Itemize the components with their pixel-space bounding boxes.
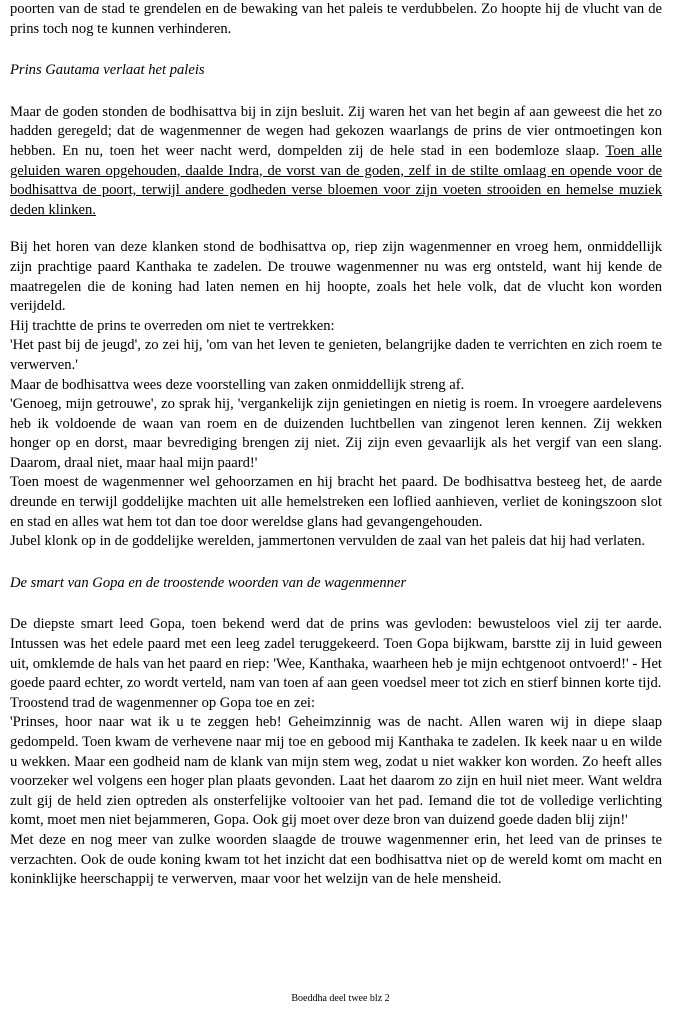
- section-heading: De smart van Gopa en de troostende woorden van de wagenmenner: [10, 574, 407, 591]
- paragraph: Troostend trad de wagenmenner op Gopa toe en zei:: [10, 694, 316, 711]
- paragraph: poorten van de stad te grendelen en de bewaking van het paleis te verdubbelen. Zo hoopte hij de vlucht van de prins toch nog te kunnen verhinderen.: [10, 1, 662, 37]
- paragraph: 'Het past bij de jeugd', zo zei hij, 'om van het leven te genieten, belangrijke daden te verrichten en zich roem te verwerven.': [10, 337, 662, 373]
- paragraph: 'Genoeg, mijn getrouwe', zo sprak hij, 'vergankelijk zijn genietingen en nietig is roem. In vroegere aardelevens heb ik voldoende de waan van roem en de duizenden luchtbellen van zingenot leren kennen. Zij wekken honger op en dorst, maar bevrediging brengen zij niet. Zij zijn even gevaarlijk als het vergif van een slang. Daarom, draal niet, maar haal mijn paard!': [10, 396, 662, 471]
- paragraph: 'Prinses, hoor naar wat ik u te zeggen heb! Geheimzinnig was de nacht. Allen waren wij in diepe slaap gedompeld. Toen kwam de verhevene naar mij toe en gebood mij Kanthaka te zadelen. Ik keek naar u en wilde u wekken. Maar een godheid nam de klank van mijn stem weg, zodat u niet wakker kon worden. Zo heeft alles voorzeker wel volgens een hoger plan plaats gevonden. Laat het daarom zo zijn en huil niet meer. Want weldra zult gij de held zien optreden als onsterfelijke voltooier van het pad. Iemand die tot de volledige verlichting komt, moet men niet bejammeren, Gopa. Ook gij moet over deze bron van duizend goede daden blij zijn!': [10, 714, 662, 829]
- paragraph-gap: [10, 220, 662, 238]
- paragraph: Bij het horen van deze klanken stond de bodhisattva op, riep zijn wagenmenner en vroeg hem, onmiddellijk zijn prachtige paard Kanthaka te zadelen. De trouwe wagenmenner nu was erg ontsteld, want hij kende de maatregelen die de koning had laten nemen en hij hoopte, zoals het hele volk, dat de vlucht kon worden verijdeld.: [10, 239, 662, 315]
- section-heading: Prins Gautama verlaat het paleis: [10, 62, 205, 79]
- paragraph: Met deze en nog meer van zulke woorden slaagde de trouwe wagenmenner erin, het leed van de prinses te verzachten. Ook de oude koning kwam tot het inzicht dat een bodhisattva niet op de wereld komt om macht en koninklijke heerschappij te verwerven, maar voor het welzijn van de hele mensheid.: [10, 831, 662, 888]
- paragraph: Toen moest de wagenmenner wel gehoorzamen en hij bracht het paard. De bodhisattva besteeg het, de aarde dreunde en terwijl goddelijke machten uit alle hemelstreken een loflied aanhieven, verliet de koningszoon slot en stad en alles wat hem tot dan toe door wereldse glans had gevangengehouden.: [10, 474, 662, 530]
- paragraph: Jubel klonk op in de goddelijke werelden, jammertonen vervulden de zaal van het paleis dat hij had verlaten.: [10, 533, 646, 550]
- underlined-passage: Toen alle geluiden waren opgehouden, daalde Indra, de vorst van de goden, zelf in de stilte omlaag en opende voor de bodhisattva de poort, terwijl andere godheden verse bloemen voor zijn voeten strooiden en hemelse muziek deden klinken.: [10, 142, 662, 218]
- page-footer: Boeddha deel twee blz 2: [291, 993, 390, 1004]
- paragraph-text: Maar de goden stonden de bodhisattva bij in zijn besluit. Zij waren het van het begin af aan geweest die het zo hadden geregeld; dat de wagenmenner de wegen had gekozen waarlangs de prins de vier ontmoetingen kon hebben. En nu, toen het weer nacht werd, dompelden zij de hele stad in een bodemloze slaap.: [10, 103, 662, 159]
- paragraph: De diepste smart leed Gopa, toen bekend werd dat de prins was gevloden: bewusteloos viel zij ter aarde. Intussen was het edele paard met een leeg zadel teruggekeerd. Toen Gopa bijkwam, barstte zij in luid geween uit, omklemde de hals van het paard en riep: 'Wee, Kanthaka, waarheen heb je mijn echtgenoot ontvoerd!' - Het goede paard echter, zo wordt verteld, nam van toen af aan geen voedsel meer tot zich en stierf binnen korte tijd.: [10, 616, 662, 692]
- paragraph: [10, 103, 662, 221]
- paragraph: Hij trachtte de prins te overreden om niet te vertrekken:: [10, 317, 335, 334]
- paragraph: Maar de bodhisattva wees deze voorstelling van zaken onmiddellijk streng af.: [10, 376, 465, 393]
- document-page: [10, 0, 662, 890]
